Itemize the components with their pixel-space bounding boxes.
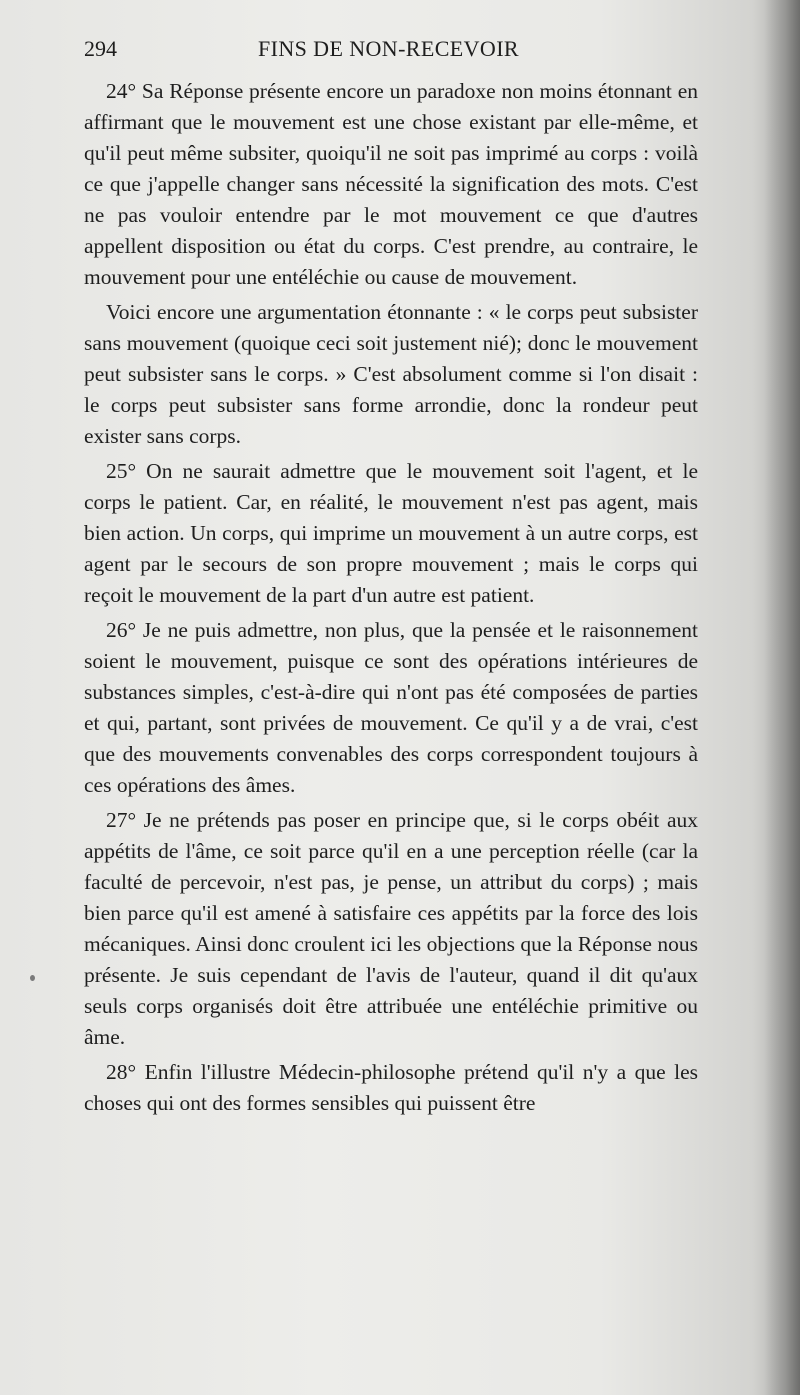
paragraph-25: 25° On ne saurait admettre que le mouvement soit l'agent, et le corps le patient. Car, en réalité, le mouvement n'est pas agent, mais bien action. Un corps, qui imprime un mouvement à un autre corps, est agent par le secours de son propre mouvement ; mais le corps qui reçoit le mouvement de la part d'un autre est patient.	[84, 459, 698, 607]
paragraph-27: 27° Je ne prétends pas poser en principe que, si le corps obéit aux appétits de l'âme, ce soit parce qu'il en a une perception réelle (car la faculté de percevoir, n'est pas, je pense, un attribut du corps) ; mais bien parce qu'il est amené à satisfaire ces appétits par la force des lois mécaniques. Ainsi donc croulent ici les objections que la Réponse nous présente. Je suis cependant de l'avis de l'auteur, quand il dit qu'aux seuls corps organisés doit être attribuée une entéléchie primitive ou âme.	[84, 808, 698, 1049]
page-header	[84, 36, 698, 68]
ink-speck	[30, 975, 35, 981]
running-title: FINS DE NON-RECEVOIR	[258, 36, 519, 61]
paragraph-26: 26° Je ne puis admettre, non plus, que la pensée et le raisonnement soient le mouvement, puisque ce sont des opérations intérieures de substances simples, c'est-à-dire qui n'ont pas été composées de parties et qui, partant, sont privées de mouvement. Ce qu'il y a de vrai, c'est que des mouvements convenables des corps correspondent toujours à ces opérations des âmes.	[84, 618, 698, 797]
body-text	[84, 76, 698, 1119]
paragraph-28: 28° Enfin l'illustre Médecin-philosophe prétend qu'il n'y a que les choses qui ont des formes sensibles qui puissent être	[84, 1060, 698, 1115]
paragraph-24: 24° Sa Réponse présente encore un paradoxe non moins étonnant en affirmant que le mouvement est une chose existant par elle-même, et qu'il peut même subsiter, quoiqu'il ne soit pas imprimé au corps : voilà ce que j'appelle changer sans nécessité la signification des mots. C'est ne pas vouloir entendre par le mot mouvement ce que d'autres appellent disposition ou état du corps. C'est prendre, au contraire, le mouvement pour une entéléchie ou cause de mouvement.	[84, 79, 698, 289]
page-gutter-shadow	[764, 0, 800, 1395]
paragraph-argumentation: Voici encore une argumentation étonnante : « le corps peut subsister sans mouvement (quoique ceci soit justement nié); donc le mouvement peut subsister sans le corps. » C'est absolument comme si l'on disait : le corps peut subsister sans forme arrondie, donc la rondeur peut exister sans corps.	[84, 300, 698, 448]
page-number: 294	[84, 36, 117, 61]
